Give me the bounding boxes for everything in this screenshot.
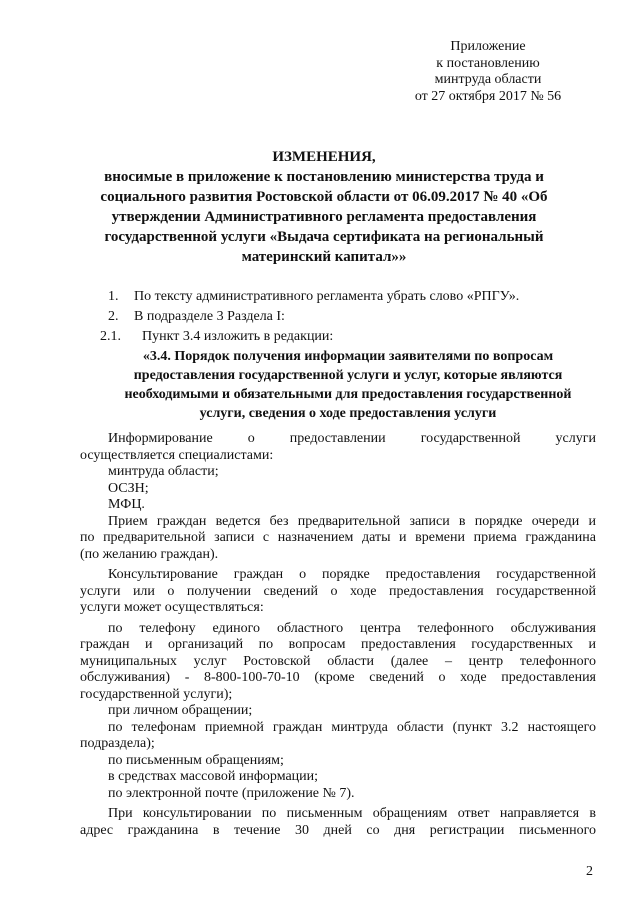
paragraph [80,567,596,617]
text-line: по телефонам приемной граждан минтруда области (пункт 3.2 настоящего [108,719,596,735]
text-line: (по желанию граждан). [80,546,219,562]
appendix-line: от 27 октября 2017 № 56 [414,88,562,104]
document-body [80,431,596,839]
list-line: в средствах массовой информации; [108,769,319,784]
change-items-list [100,287,588,347]
heading-line: необходимыми и обязательными для предоставления государственной [124,387,572,402]
appendix-line: минтруда области [434,72,542,87]
heading-line: предоставления государственной услуги и услуг, которые являются [133,368,563,383]
text-line: Консультирование граждан о порядке предоставления государственной [108,567,596,582]
list-line: по электронной почте (приложение № 7). [108,785,355,801]
text-line: обслуживания) - 8-800-100-70-10 (кроме сведений о ходе предоставления [80,670,596,685]
list-line: по письменным обращениям; [108,752,284,768]
text-line: по телефону единого областного центра телефонного обслуживания [108,620,596,636]
document-title [80,147,568,267]
text-line: подраздела); [80,736,155,751]
item-text: В подразделе 3 Раздела I: [134,309,285,324]
paragraph [80,431,596,464]
section-heading [106,347,590,423]
title-line: ИЗМЕНЕНИЯ, [272,149,376,165]
appendix-line: к постановлению [436,55,540,71]
page-number: 2 [586,864,593,879]
text-line: граждан и организаций по вопросам предоставления государственных и [80,637,596,652]
item-number: 1. [108,289,119,304]
title-line: социального развития Ростовской области от 06.09.2017 № 40 «Об [100,189,548,205]
title-line: материнский капитал»» [241,249,407,265]
paragraph [80,514,596,564]
list-item [108,287,588,307]
text-line: адрес гражданина в течение 30 дней со дня регистрации письменного [80,822,596,838]
title-line: вносимые в приложение к постановлению министерства труда и [104,169,544,185]
list-line: при личном обращении; [108,703,253,718]
text-line: При консультировании по письменным обращениям ответ направляется в [108,806,596,821]
text-line: услуги или о получении сведений о ходе предоставления государственной [80,583,596,599]
item-text: Пункт 3.4 изложить в редакции: [142,329,334,344]
text-line: осуществляется специалистами: [80,447,274,463]
list-line: МФЦ. [108,497,145,512]
text-line: Прием граждан ведется без предварительной записи в порядке очереди и [108,513,596,529]
paragraph [80,806,596,839]
paragraph [80,621,596,704]
appendix-header [400,39,576,105]
list-line: минтруда области; [108,464,219,479]
list-item [100,327,588,347]
item-number: 2. [108,309,119,324]
item-text: По тексту административного регламента убрать слово «РПГУ». [134,289,520,304]
text-line: Информирование о предоставлении государственной услуги [108,431,596,446]
title-line: утверждении Административного регламента предоставления [111,209,537,225]
appendix-line: Приложение [450,39,526,54]
heading-line: «3.4. Порядок получения информации заявителями по вопросам [142,349,554,364]
title-line: государственной услуги «Выдача сертификата на региональный [104,229,544,245]
heading-line: услуги, сведения о ходе предоставления услуги [199,406,497,421]
text-line: муниципальных услуг Ростовской области (далее – центр телефонного [80,653,596,669]
list-line: ОСЗН; [108,480,149,496]
item-number: 2.1. [100,329,121,344]
text-line: по предварительной записи с назначением даты и времени приема гражданина [80,530,596,545]
text-line: услуги может осуществляться: [80,600,264,615]
paragraph [80,720,596,753]
list-item [108,307,588,327]
text-line: государственной услуги); [80,686,233,702]
